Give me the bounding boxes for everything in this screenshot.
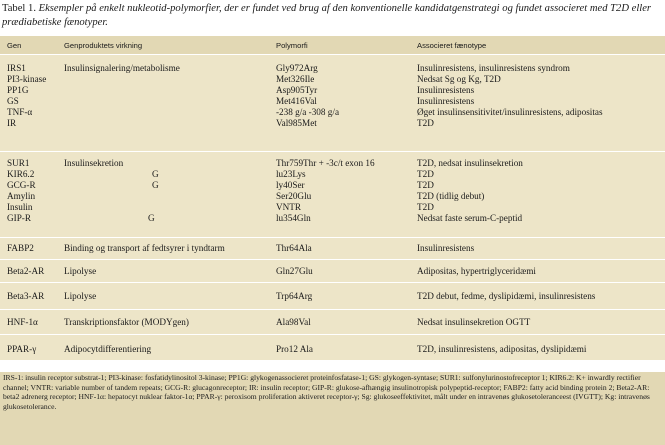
gene-cell: TNF-α — [7, 107, 33, 117]
polymorphism-cell: Gln27Glu — [276, 266, 313, 276]
polymorphism-cell: Met416Val — [276, 96, 317, 106]
table-footnote — [0, 372, 665, 445]
table-row — [0, 169, 665, 180]
phenotype-cell: Nedsat insulinsekretion OGTT — [417, 317, 531, 327]
polymorphism-cell: Trp64Arg — [276, 291, 313, 301]
function-cell: Insulinsekretion — [64, 158, 124, 168]
table-header — [0, 36, 665, 54]
polymorphism-cell: Thr759Thr + -3c/t exon 16 — [276, 158, 375, 168]
table-row — [0, 202, 665, 213]
header-gen: Gen — [7, 41, 22, 50]
phenotype-cell: T2D, nedsat insulinsekretion — [417, 158, 523, 168]
phenotype-cell: T2D debut, fedme, dyslipidæmi, insulinresistens — [417, 291, 596, 301]
gene-cell: IR — [7, 118, 17, 128]
gene-cell: GS — [7, 96, 19, 106]
phenotype-cell: Nedsat faste serum-C-peptid — [417, 213, 523, 223]
polymorphism-cell: Asp905Tyr — [276, 85, 318, 95]
caption-text: Eksempler på enkelt nukleotid-polymorfier, der er fundet ved brug af den konventionelle kandidatgenstrategi og fundet associeret med T2D eller prædiabetiske fænotyper. — [2, 3, 652, 28]
polymorphism-cell: lu354Gln — [276, 213, 311, 223]
function-cell: Binding og transport af fedtsyrer i tyndtarm — [64, 243, 225, 253]
phenotype-cell: T2D — [417, 202, 434, 212]
polymorphism-cell: VNTR — [276, 202, 302, 212]
function-cell: Lipolyse — [64, 266, 97, 276]
gene-cell: PPAR-γ — [7, 344, 37, 354]
stray-glyph: G — [152, 180, 159, 190]
stray-glyph: G — [148, 213, 155, 223]
table-row — [0, 158, 665, 169]
phenotype-cell: T2D (tidlig debut) — [417, 191, 485, 201]
table-row — [0, 291, 665, 302]
table-row — [0, 118, 665, 129]
polymorphism-cell: Val985Met — [276, 118, 317, 128]
polymorphism-cell: Ala98Val — [276, 317, 311, 327]
table-group — [0, 151, 665, 237]
stray-glyph: G — [152, 169, 159, 179]
gene-cell: FABP2 — [7, 243, 34, 253]
polymorphism-cell: ly40Ser — [276, 180, 305, 190]
table-group — [0, 259, 665, 282]
gene-cell: SUR1 — [7, 158, 30, 168]
header-polymorphism: Polymorfi — [276, 41, 308, 50]
polymorphism-cell: Met326Ile — [276, 74, 315, 84]
table-row — [0, 317, 665, 328]
function-cell: Lipolyse — [64, 291, 97, 301]
table-row — [0, 96, 665, 107]
polymorphism-cell: lu23Lys — [276, 169, 306, 179]
phenotype-cell: Insulinresistens — [417, 243, 475, 253]
gene-cell: Beta3-AR — [7, 291, 45, 301]
table-row — [0, 191, 665, 202]
phenotype-cell: Insulinresistens — [417, 96, 475, 106]
table-row — [0, 107, 665, 118]
function-cell: Transkriptionsfaktor (MODYgen) — [64, 317, 189, 327]
phenotype-cell: T2D, insulinresistens, adipositas, dyslipidæmi — [417, 344, 587, 354]
gene-cell: GIP-R — [7, 213, 31, 223]
phenotype-cell: Insulinresistens, insulinresistens syndrom — [417, 63, 570, 73]
polymorphism-table — [0, 36, 665, 360]
gene-cell: PP1G — [7, 85, 29, 95]
phenotype-cell: T2D — [417, 180, 434, 190]
table-row — [0, 266, 665, 277]
gene-cell: IRS1 — [7, 63, 26, 73]
phenotype-cell: Insulinresistens — [417, 85, 475, 95]
gene-cell: GCG-R — [7, 180, 36, 190]
function-cell: Insulinsignalering/metabolisme — [64, 63, 180, 73]
gene-cell: PI3-kinase — [7, 74, 47, 84]
gene-cell: HNF-1α — [7, 317, 38, 327]
phenotype-cell: Nedsat Sg og Kg, T2D — [417, 74, 501, 84]
gene-cell: Insulin — [7, 202, 33, 212]
footnote-text: IRS-1: insulin receptor substrat-1; PI3-kinase: fosfatidylinositol 3-kinase; PP1G: glykogenassocieret proteinfosfatase-1; GS: glykogen-syntase; SUR1: sulfonylurinostofreceptor 1; KIR6.2: K+ inwardly rectifier channel; VNTR: variable number of tandem repeats; GCG-R: glucagonreceptor; IR: insulin receptor; GIP-R: glukose-afhængig insulinotropisk polypeptid-receptor; FABP2: fatty acid binding protein 2; Beta2-AR: beta2 adrenerg receptor; HNF-1α: hepatocyt nuklear faktor-1α; PPAR-γ: peroxisom proliferation aktiveret receptor-γ; Sg: glukoseeffektivitet, målt under en intravenøs glukosetoleranceest (IVGTT); Kg: intravenøs glukosetolerance. — [3, 373, 650, 411]
phenotype-cell: T2D — [417, 169, 434, 179]
table-row — [0, 243, 665, 254]
table-group — [0, 309, 665, 334]
polymorphism-cell: Pro12 Ala — [276, 344, 314, 354]
header-function: Genproduktets virkning — [64, 41, 143, 50]
phenotype-cell: T2D — [417, 118, 434, 128]
table-group — [0, 237, 665, 259]
polymorphism-cell: -238 g/a -308 g/a — [276, 107, 340, 117]
polymorphism-cell: Ser20Glu — [276, 191, 312, 201]
table-group — [0, 334, 665, 360]
table-row — [0, 344, 665, 355]
phenotype-cell: Øget insulinsensitivitet/insulinresistens, adipositas — [417, 107, 603, 117]
gene-cell: Amylin — [7, 191, 36, 201]
gene-cell: Beta2-AR — [7, 266, 45, 276]
header-phenotype: Associeret fænotype — [417, 41, 487, 50]
caption-label: Tabel 1. — [2, 3, 39, 14]
table-caption — [2, 2, 662, 29]
table-group — [0, 54, 665, 151]
gene-cell: KIR6.2 — [7, 169, 35, 179]
function-cell: Adipocytdifferentiering — [64, 344, 152, 354]
table-row — [0, 85, 665, 96]
polymorphism-cell: Gly972Arg — [276, 63, 318, 73]
table-row — [0, 63, 665, 74]
table-row — [0, 213, 665, 224]
table-group — [0, 282, 665, 309]
phenotype-cell: Adipositas, hypertriglyceridæmi — [417, 266, 536, 276]
table-row — [0, 180, 665, 191]
polymorphism-cell: Thr64Ala — [276, 243, 312, 253]
table-row — [0, 74, 665, 85]
